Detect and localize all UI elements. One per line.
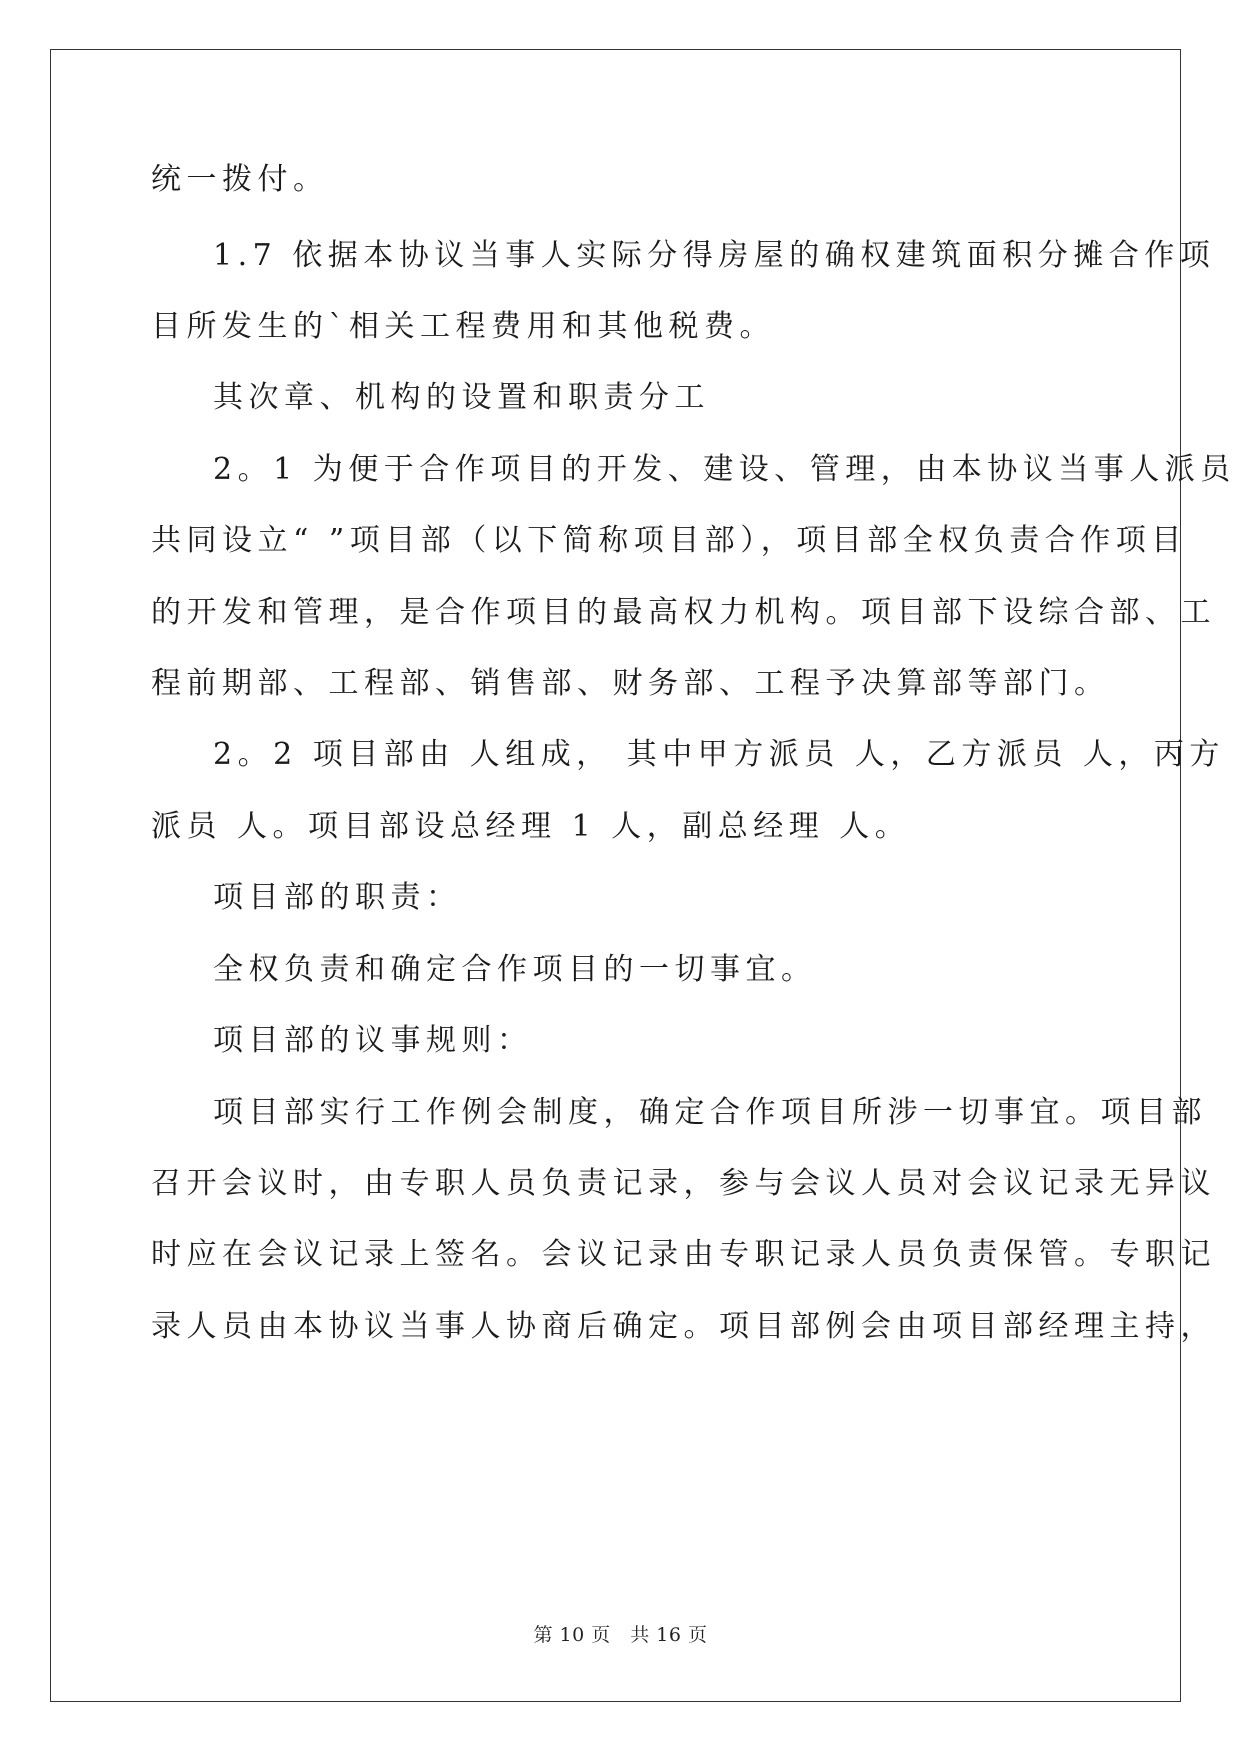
page-number: 第 10 页 共 16 页 xyxy=(533,1624,708,1646)
clause-2-1-line: 2。1 为便于合作项目的开发、建设、管理，由本协议当事人派员 xyxy=(213,452,1236,487)
paragraph-line: 时应在会议记录上签名。会议记录由专职记录人员负责保管。专职记 xyxy=(151,1237,1216,1272)
paragraph-line: 统一拨付。 xyxy=(151,162,329,197)
paragraph-line: 共同设立“ ”项目部（以下简称项目部），项目部全权负责合作项目 xyxy=(151,523,1187,558)
section-label: 项目部的议事规则： xyxy=(213,1023,533,1058)
paragraph-line: 的开发和管理，是合作项目的最高权力机构。项目部下设综合部、工 xyxy=(151,595,1216,630)
paragraph-line: 全权负责和确定合作项目的一切事宜。 xyxy=(213,952,817,987)
clause-2-2-line: 2。2 项目部由 人组成， 其中甲方派员 人，乙方派员 人，丙方 xyxy=(213,737,1225,772)
paragraph-line: 召开会议时，由专职人员负责记录，参与会议人员对会议记录无异议 xyxy=(151,1166,1216,1201)
section-label: 项目部的职责： xyxy=(213,880,462,915)
paragraph-line: 程前期部、工程部、销售部、财务部、工程予决算部等部门。 xyxy=(151,666,1110,701)
paragraph-line: 目所发生的`相关工程费用和其他税费。 xyxy=(151,309,775,344)
page-border xyxy=(50,49,1181,1702)
paragraph-line: 项目部实行工作例会制度，确定合作项目所涉一切事宜。项目部 xyxy=(213,1095,1207,1130)
clause-1-7-line: 1.7 依据本协议当事人实际分得房屋的确权建筑面积分摊合作项 xyxy=(213,238,1216,273)
paragraph-line: 录人员由本协议当事人协商后确定。项目部例会由项目部经理主持， xyxy=(151,1309,1216,1344)
page-footer xyxy=(0,1620,1241,1647)
paragraph-line: 派员 人。项目部设总经理 1 人，副总经理 人。 xyxy=(151,809,911,844)
chapter-heading: 其次章、机构的设置和职责分工 xyxy=(213,380,710,415)
